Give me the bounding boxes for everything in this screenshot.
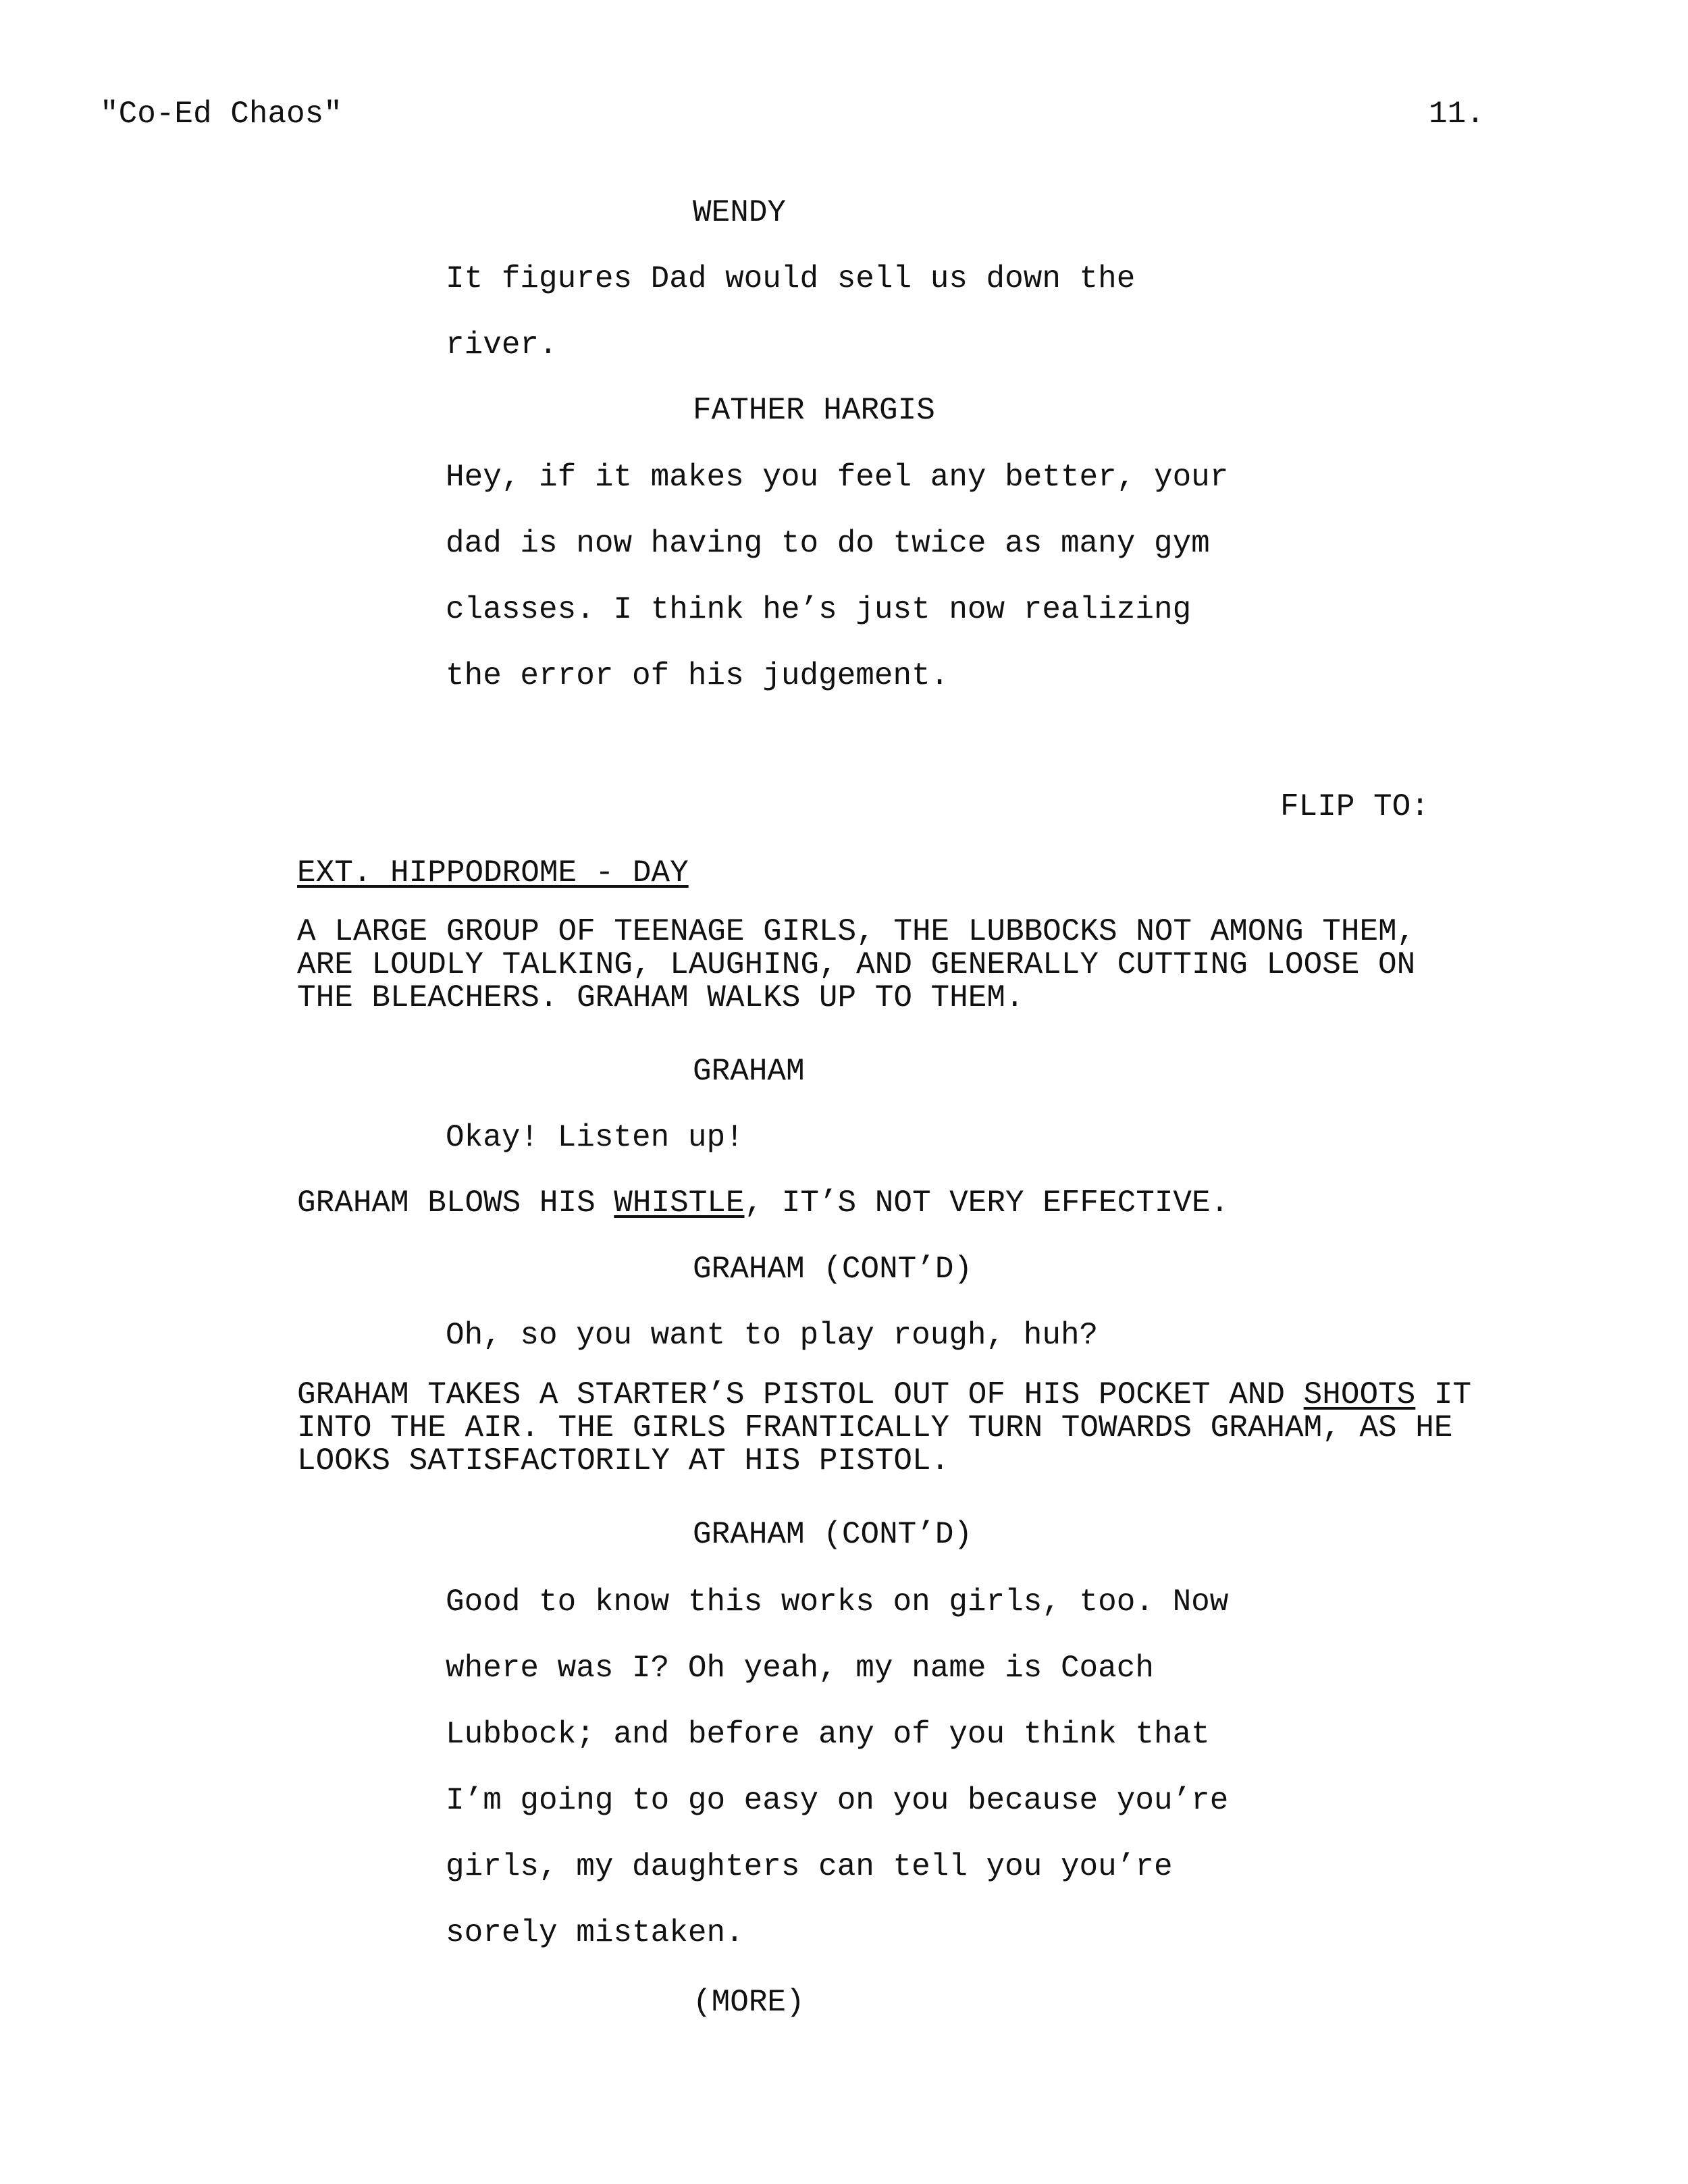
character-name: GRAHAM (CONT’D) (693, 1252, 973, 1287)
character-extension: (CONT’D) (823, 1252, 973, 1287)
dialogue: Okay! Listen up! (446, 1120, 744, 1155)
dialogue: Oh, so you want to play rough, huh? (446, 1318, 1099, 1353)
character-extension: (CONT’D) (823, 1517, 973, 1552)
action-line: GRAHAM TAKES A STARTER’S PISTOL OUT OF HIS POCKET AND SHOOTS IT INTO THE AIR. THE GIRLS FRANTICALLY TURN TOWARDS GRAHAM, AS HE LOOKS SATISFACTORILY AT HIS PISTOL. (297, 1377, 1472, 1479)
character-name: GRAHAM (CONT’D) (693, 1517, 973, 1552)
page-number: 11. (1429, 97, 1485, 132)
character-name: FATHER HARGIS (693, 393, 935, 428)
scene-heading: EXT. HIPPODROME - DAY (297, 855, 689, 890)
action-line: A LARGE GROUP OF TEENAGE GIRLS, THE LUBBOCKS NOT AMONG THEM, ARE LOUDLY TALKING, LAUGHING, AND GENERALLY CUTTING LOOSE ON THE BLEACHERS. GRAHAM WALKS UP TO THEM. (297, 914, 1416, 1015)
dialogue: Good to know this works on girls, too. Now where was I? Oh yeah, my name is Coach Lubbock; and before any of you think that I’m going to go easy on you because you’re girls, my daughters can tell you you’re sorely mistaken. (446, 1584, 1229, 1950)
script-title: "Co-Ed Chaos" (100, 97, 342, 132)
character-name: WENDY (693, 195, 787, 230)
dialogue: Hey, if it makes you feel any better, your dad is now having to do twice as many gym classes. I think he’s just now realizing the error of his judgement. (446, 460, 1229, 693)
more-indicator: (MORE) (693, 1985, 805, 2020)
action-line: GRAHAM BLOWS HIS WHISTLE, IT’S NOT VERY EFFECTIVE. (297, 1186, 1230, 1221)
dialogue: It figures Dad would sell us down the river. (446, 261, 1136, 363)
underlined-word: WHISTLE (614, 1186, 745, 1221)
underlined-word: SHOOTS (1303, 1377, 1416, 1412)
transition: FLIP TO: (1280, 789, 1429, 824)
character-name: GRAHAM (693, 1054, 805, 1089)
